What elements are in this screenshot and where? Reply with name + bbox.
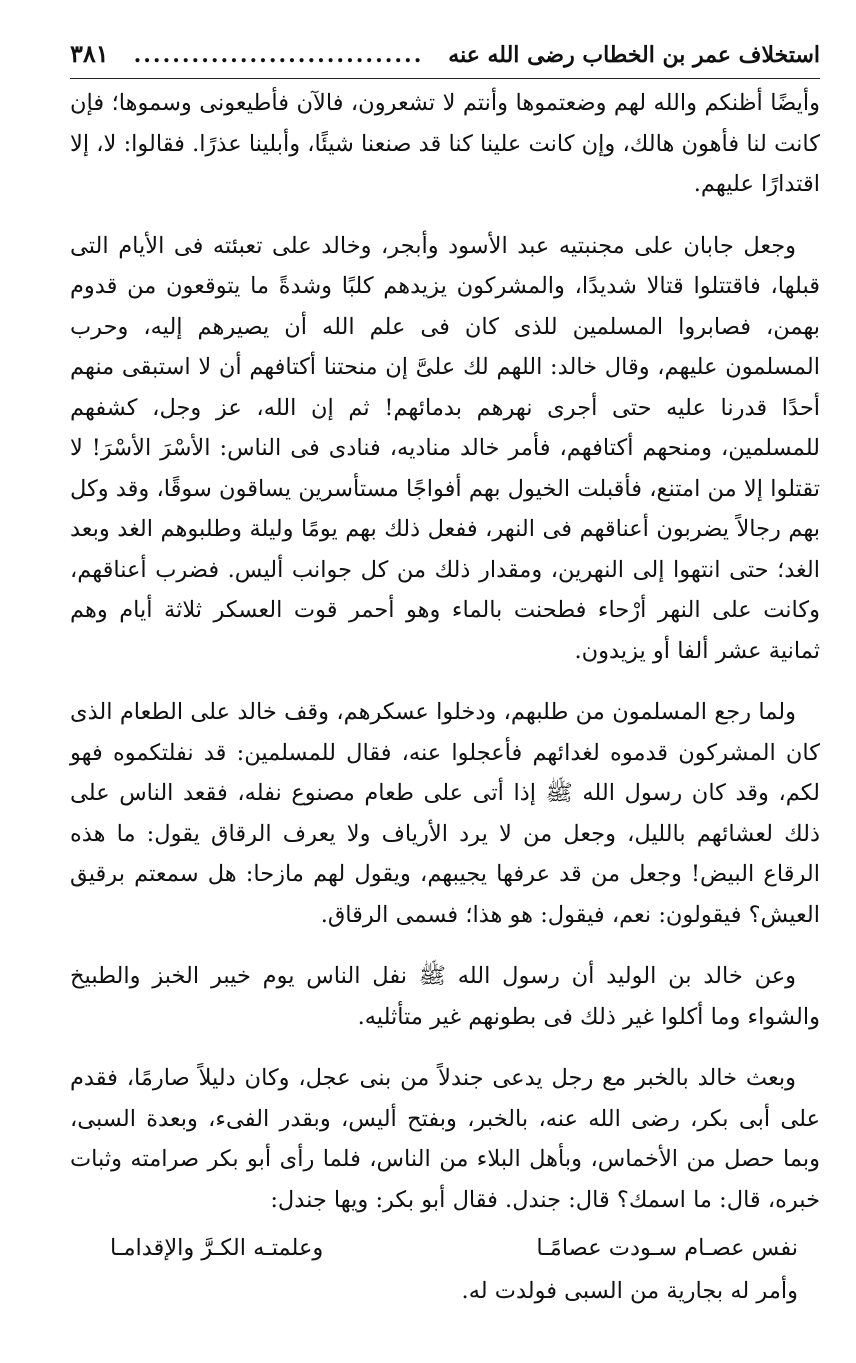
poem-verse [70,1226,820,1270]
page [70,30,820,1340]
paragraph-2: وجعل جابان على مجنبتيه عبد الأسود وأبجر، وخالد على تعبئته فى الأيام التى قبلها، فاقتتلوا قتالا شديدًا، والمشركون يزيدهم كلبًا وشدةً ما يتوقعون من قدوم بهمن، فصابروا المسلمين للذى كان فى علم الله أن يصيرهم إليه، وحرب المسلمون عليهم، وقال خالد: اللهم لك علىَّ إن منحتنا أكتافهم أن لا استبقى منهم أحدًا قدرنا عليه حتى أجرى نهرهم بدمائهم! ثم إن الله، عز وجل، كشفهم للمسلمين، ومنحهم أكتافهم، فأمر خالد مناديه، فنادى فى الناس: الأسْرَ الأسْرَ! لا تقتلوا إلا من امتنع، فأقبلت الخيول بهم أفواجًا مستأسرين يساقون سوقًا، وقد وكل بهم رجالاً يضربون أعناقهم فى النهر، ففعل ذلك بهم يومًا وليلة وطلبوهم الغد وبعد الغد؛ حتى انتهوا إلى النهرين، ومقدار ذلك من كل جوانب أليس. فضرب أعناقهم، وكانت على النهر أرْحاء فطحنت بالماء وهو أحمر قوت العسكر ثلاثة أيام وهم ثمانية عشر ألفا أو يزيدون. [70,232,820,664]
paragraph-4: وعن خالد بن الوليد أن رسول الله ﷺ نفل الناس يوم خيبر الخبز والطبيخ والشواء وما أكلوا غير ذلك فى بطونهم غير متأثليه. [70,963,820,1030]
verse-second-hemistich: وعلمتـه الكـرَّ والإقدامـا [110,1235,324,1261]
paragraph-1: وأيضًا أظنكم والله لهم وضعتموها وأنتم لا تشعرون، فالآن فأطيعونى وسموها؛ فإن كانت لنا فأهون هالك، وإن كانت علينا كنا قد صنعنا شيئًا، وأبلينا عذرًا. فقالوا: لا، إلا اقتدارًا عليهم. [70,90,820,197]
paragraph-3: ولما رجع المسلمون من طلبهم، ودخلوا عسكرهم، وقف خالد على الطعام الذى كان المشركون قدموه لغدائهم فأعجلوا عنه، فقال للمسلمين: قد نفلتكموه فهو لكم، وقد كان رسول الله ﷺ إذا أتى على طعام مصنوع نفله، فقعد الناس على ذلك لعشائهم بالليل، وجعل من لا يرد الأرياف ولا يعرف الرقاق يقول: ما هذه الرقاع البيض! وجعل من قد عرفها يجيبهم، ويقول لهم مازحا: هل سمعتم برقيق العيش؟ فيقولون: نعم، فيقول: هو هذا؛ فسمى الرقاق. [70,699,820,928]
page-number: ٣٨١ [70,39,109,68]
body-text [70,83,820,1312]
running-header [70,30,820,79]
header-leader-dots: .............................. [133,42,424,68]
verse-first-hemistich: نفس عصـام سـودت عصامًـا [536,1235,798,1261]
closing-line: وأمر له بجارية من السبى فولدت له. [461,1278,798,1304]
paragraph-5: وبعث خالد بالخبر مع رجل يدعى جندلاً من بنى عجل، وكان دليلاً صارمًا، فقدم على أبى بكر، رضى الله عنه، بالخبر، وبفتح أليس، وبقدر الفىء، وبعدة السبى، وبما حصل من الأخماس، وبأهل البلاء من الناس، فلما رأى أبو بكر صرامته وثبات خبره، قال: ما اسمك؟ قال: جندل. فقال أبو بكر: ويها جندل: [70,1065,820,1213]
header-title: استخلاف عمر بن الخطاب رضى الله عنه [448,42,820,68]
